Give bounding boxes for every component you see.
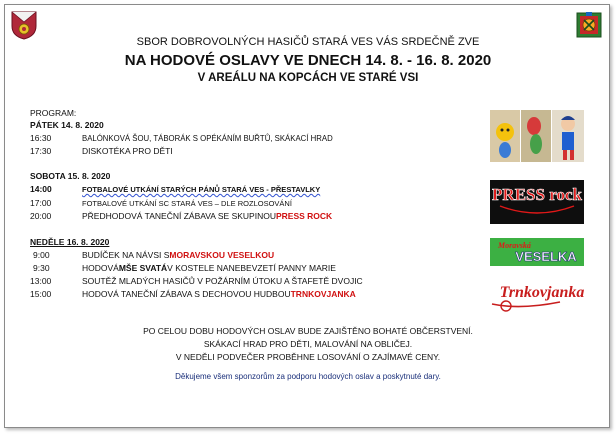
program-row: 13:00 SOUTĚŽ MLADÝCH HASIČŮ V POŽÁRNÍM ÚTOKU A ŠTAFETĚ DVOJIC	[30, 276, 363, 286]
program-row: 17:30 DISKOTÉKA PRO DĚTI	[30, 146, 173, 156]
header-line-1: SBOR DOBROVOLNÝCH HASIČŮ STARÁ VES VÁS SRDEČNĚ ZVE	[136, 36, 480, 48]
press-rock-logo	[490, 180, 584, 224]
band-press-rock: PRESS ROCK	[275, 211, 333, 221]
trnkovjanka-wordmark: Trnkovjanka	[499, 284, 585, 301]
header-venue: V AREÁLU NA KOPCÁCH VE STARÉ VSI	[197, 72, 419, 84]
veselka-top-text: Moravská	[498, 241, 531, 250]
program-row: 16:30 BALÓNKOVÁ ŠOU, TÁBORÁK S OPÉKÁNÍM BUŘTŮ, SKÁKACÍ HRAD	[30, 133, 333, 143]
program-row: 9:30 HODOVÁMŠE SVATÁV KOSTELE NANEBEVZETÍ PANNY MARIE	[33, 263, 336, 273]
veselka-bottom-text: VESELKA	[515, 249, 577, 264]
program-row: 9:00 BUDÍČEK NA NÁVSI SMORAVSKOU VESELKOU	[33, 250, 275, 260]
balloon-show-photo	[490, 110, 584, 162]
press-rock-wordmark: PRESS rock	[492, 185, 582, 204]
footer-line-1: PO CELOU DOBU HODOVÝCH OSLAV BUDE ZAJIŠTĚNO BOHATÉ OBČERSTVENÍ.	[143, 326, 473, 336]
program-row: 20:00 PŘEDHODOVÁ TANEČNÍ ZÁBAVA SE SKUPINOUPRESS ROCK	[30, 211, 333, 221]
program-row: 17:00 FOTBALOVÉ UTKÁNÍ SC STARÁ VES – DLE ROZLOSOVÁNÍ	[30, 198, 292, 208]
trnkovjanka-logo	[490, 280, 598, 314]
program-label: PROGRAM:	[30, 108, 77, 118]
band-moravska-veselka: MORAVSKOU VESELKOU	[169, 250, 275, 260]
band-trnkovjanka: TRNKOVJANKA	[290, 289, 356, 299]
header-title: NA HODOVÉ OSLAVY VE DNECH 14. 8. - 16. 8. 2020	[124, 52, 492, 69]
moravska-veselka-logo	[490, 238, 584, 266]
day-title-sunday: NEDĚLE 16. 8. 2020	[30, 237, 110, 247]
sponsors-thanks: Děkujeme všem sponzorům za podporu hodových oslav a poskytnuté dary.	[175, 372, 441, 381]
footer-line-3: V NEDĚLI PODVEČER PROBĚHNE LOSOVÁNÍ O ZAJÍMAVÉ CENY.	[175, 352, 441, 362]
footer-line-2: SKÁKACÍ HRAD PRO DĚTI, MALOVÁNÍ NA OBLIČEJ.	[203, 339, 413, 349]
program-row: 14:00 FOTBALOVÉ UTKÁNÍ STARÝCH PÁNŮ STARÁ VES - PŘESTAVLKY	[30, 184, 321, 194]
day-title-saturday: SOBOTA 15. 8. 2020	[30, 171, 111, 181]
day-title-friday: PÁTEK 14. 8. 2020	[30, 120, 104, 130]
program-row: 15:00 HODOVÁ TANEČNÍ ZÁBAVA S DECHOVOU HUDBOUTRNKOVJANKA	[30, 289, 356, 299]
